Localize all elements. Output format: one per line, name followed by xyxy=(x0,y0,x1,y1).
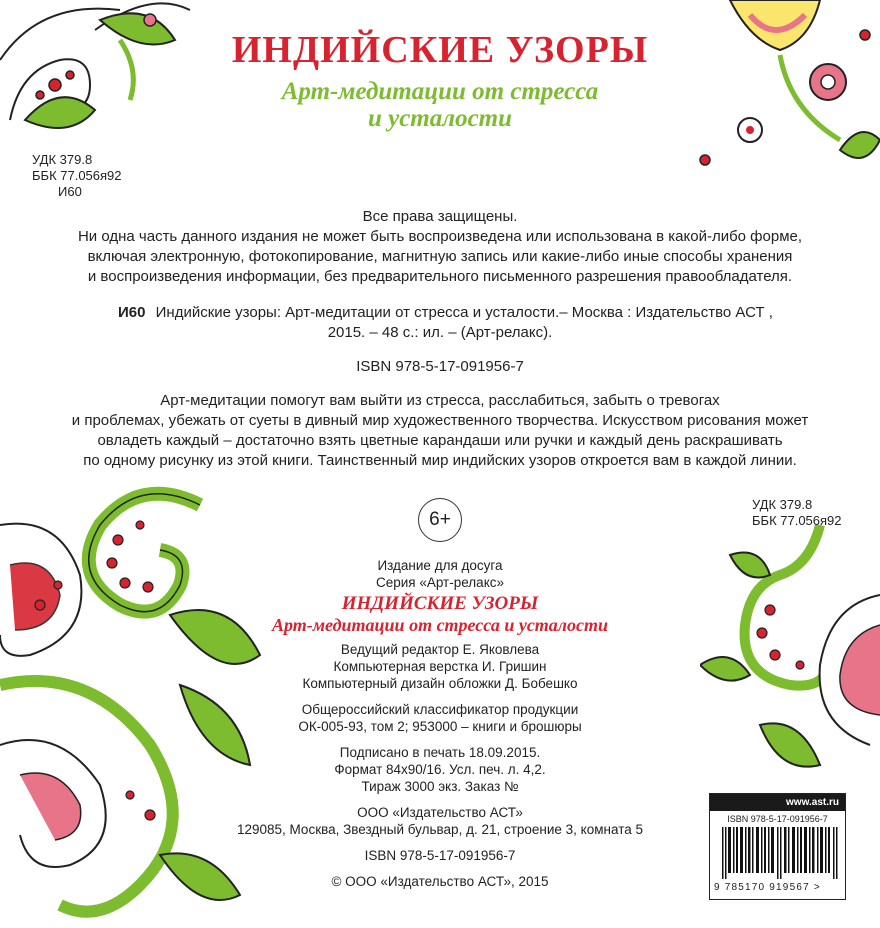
classifier-line: ОК-005-93, том 2; 953000 – книги и брошюры xyxy=(298,719,582,734)
print-line: Формат 84х90/16. Усл. печ. л. 4,2. xyxy=(334,762,546,777)
age-rating-badge: 6+ xyxy=(418,498,462,542)
credit-line: Компьютерная верстка И. Гришин xyxy=(333,659,547,674)
bibliography xyxy=(0,303,880,377)
description xyxy=(0,391,880,471)
print-line: Подписано в печать 18.09.2015. xyxy=(339,745,541,760)
rights-line: Ни одна часть данного издания не может быть воспроизведена или использована в какой-либо форме, xyxy=(77,228,803,245)
description-line: и проблемах, убежать от суеты в дивный мир художественного творчества. Искусством рисования может xyxy=(71,412,809,429)
barcode-digits: 9 785170 919567 > xyxy=(714,882,821,893)
bbk-code: ББК 77.056я92 xyxy=(752,513,842,528)
print-details xyxy=(0,744,880,795)
bibliography-isbn: ISBN 978-5-17-091956-7 xyxy=(356,358,524,375)
publisher-website: www.ast.ru xyxy=(710,794,845,811)
rights-line: и воспроизведения информации, без предварительного письменного разрешения правообладателя. xyxy=(87,268,793,285)
barcode-bars xyxy=(722,827,840,879)
bbk-code: ББК 77.056я92 xyxy=(32,168,122,183)
rights-notice xyxy=(0,207,880,287)
udk-code: УДК 379.8 xyxy=(32,152,93,167)
publisher-line: 129085, Москва, Звездный бульвар, д. 21, строение 3, комната 5 xyxy=(236,822,643,837)
colophon-isbn: ISBN 978-5-17-091956-7 xyxy=(364,848,516,863)
rights-line: Все права защищены. xyxy=(362,208,518,225)
series-name: Серия «Арт-релакс» xyxy=(375,575,505,590)
edition-type: Издание для досуга xyxy=(377,558,503,573)
colophon-subtitle: Арт-медитации от стресса и усталости xyxy=(271,615,609,635)
colophon-title: ИНДИЙСКИЕ УЗОРЫ xyxy=(341,593,539,614)
publisher-line: ООО «Издательство АСТ» xyxy=(357,805,523,820)
copyright: © ООО «Издательство АСТ», 2015 xyxy=(331,874,549,889)
subtitle-line-2: и усталости xyxy=(367,105,513,132)
credit-line: Компьютерный дизайн обложки Д. Бобешко xyxy=(302,676,578,691)
classification-top xyxy=(32,152,152,200)
book-title: ИНДИЙСКИЕ УЗОРЫ xyxy=(231,29,649,71)
rights-line: включая электронную, фотокопирование, магнитную запись или какие-либо иные способы хранения xyxy=(87,248,793,265)
subtitle-line-1: Арт-медитации от стресса xyxy=(281,78,599,105)
bibliography-code: И60 xyxy=(118,304,146,321)
print-line: Тираж 3000 экз. Заказ № xyxy=(361,779,519,794)
classifier-line: Общероссийский классификатор продукции xyxy=(301,702,579,717)
author-sign: И60 xyxy=(58,184,82,199)
bibliography-line-2: 2015. – 48 с.: ил. – (Арт-релакс). xyxy=(327,324,553,341)
product-classifier xyxy=(0,701,880,735)
credit-line: Ведущий редактор Е. Яковлева xyxy=(340,642,540,657)
description-line: Арт-медитации помогут вам выйти из стресса, расслабиться, забыть о тревогах xyxy=(160,392,720,409)
barcode-label xyxy=(709,793,846,900)
udk-code: УДК 379.8 xyxy=(752,497,813,512)
description-line: овладеть каждый – достаточно взять цветные карандаши или ручки и каждый день раскрашивать xyxy=(97,432,783,449)
credits xyxy=(0,641,880,692)
barcode-isbn: ISBN 978-5-17-091956-7 xyxy=(727,814,828,824)
classification-bottom xyxy=(752,497,872,529)
description-line: по одному рисунку из этой книги. Таинственный мир индийских узоров откроется вам в каждой линии. xyxy=(83,452,797,469)
bibliography-line-1: Индийские узоры: Арт-медитации от стресса и усталости.– Москва : Издательство АСТ , xyxy=(155,304,773,321)
book-subtitle xyxy=(0,78,880,132)
